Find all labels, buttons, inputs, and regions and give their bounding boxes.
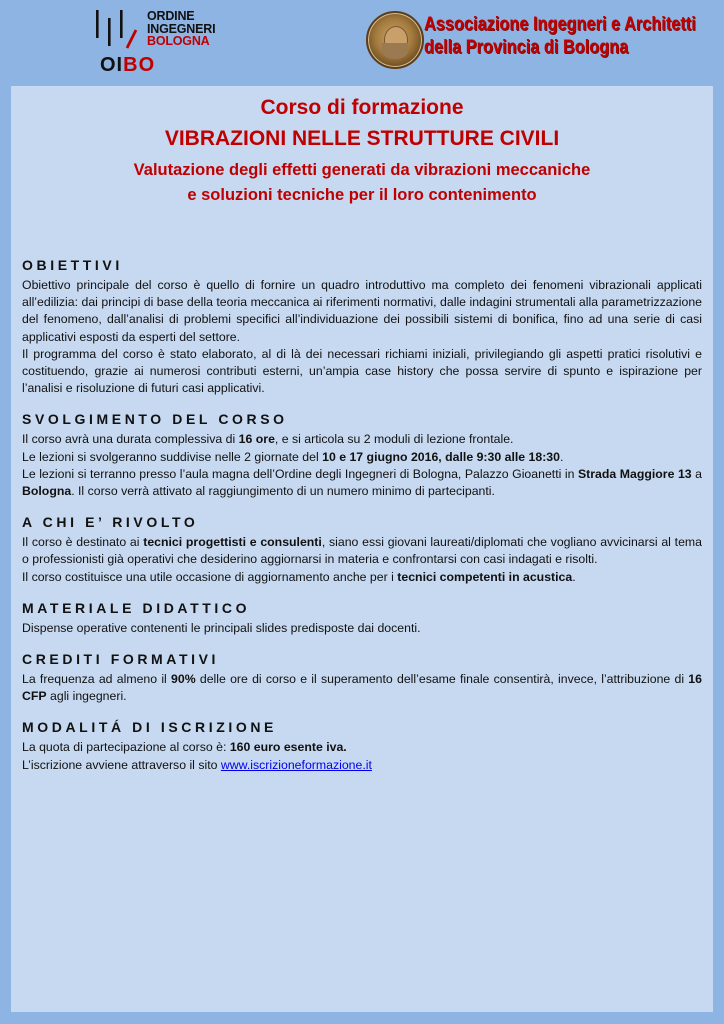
crediti-text-part: agli ingegneri. xyxy=(46,689,127,704)
course-main-title: VIBRAZIONI NELLE STRUTTURE CIVILI xyxy=(164,127,560,150)
svolgimento-line-3 xyxy=(22,466,702,500)
target-audience: tecnici progettisti e consulenti xyxy=(143,535,322,550)
course-dates: 10 e 17 giugno 2016, dalle 9:30 alle 18:30 xyxy=(322,449,560,464)
obiettivi-paragraph-1: Obiettivo principale del corso è quello di fornire un quadro introduttivo ma completo dei fenomeni vibrazionali applicati all’edilizia: dai principi di base della teoria meccanica ai riferimenti normativi, dalle indagini strumentali alla parametrizzazione del fenomeno, dall’analisi di problemi specifici all’individuazione dei possibili sistemi di bonifica, fino ad una serie di casi applicativi esposti da esperti del settore. xyxy=(22,278,702,344)
iscrizione-text: L’iscrizione avviene attraverso il sito xyxy=(22,757,221,772)
course-content xyxy=(22,256,702,787)
section-rivolto xyxy=(22,513,702,586)
section-heading-svolgimento: SVOLGIMENTO DEL CORSO xyxy=(22,411,288,428)
course-subtitle-line-1: Valutazione degli effetti generati da vibrazioni meccaniche xyxy=(133,161,591,179)
ordine-ingegneri-logo xyxy=(94,8,214,76)
obiettivi-paragraph-2: Il programma del corso è stato elaborato, al di là dei necessari richiami iniziali, privilegiando gli aspetti pratici risolutivi e costituendo, grazie ai numerosi contributi esterni, un’ampia case history che possa servire di spunto e ispirazione per l’analisi e risoluzione di futuri casi applicativi. xyxy=(22,346,702,396)
section-svolgimento xyxy=(22,410,702,500)
section-heading-crediti: CREDITI FORMATIVI xyxy=(22,651,220,668)
rivolto-line-1 xyxy=(22,534,702,568)
svolgimento-text: Il corso avrà una durata complessiva di xyxy=(22,432,239,447)
svolgimento-text: , e si articola su 2 moduli di lezione frontale. xyxy=(274,432,514,447)
section-obiettivi xyxy=(22,256,702,397)
course-city: Bologna xyxy=(22,484,72,499)
ordine-logo-text xyxy=(147,10,215,48)
association-name-line-2: della Provincia di Bologna xyxy=(424,37,629,58)
ordine-letters-bo: BO xyxy=(123,54,156,76)
section-heading-rivolto: A CHI E’ RIVOLTO xyxy=(22,514,199,531)
svolgimento-line-1 xyxy=(22,431,702,448)
association-name xyxy=(424,13,696,59)
association-name-line-1: Associazione Ingegneri e Architetti xyxy=(424,14,696,35)
crediti-text-part: La frequenza ad almeno il xyxy=(22,672,172,687)
section-crediti xyxy=(22,650,702,705)
ordine-line-1: ORDINE xyxy=(147,9,195,23)
course-duration: 16 ore xyxy=(238,432,275,447)
iscrizione-text: La quota di partecipazione al corso è: xyxy=(22,740,230,755)
rivolto-text: . xyxy=(572,569,576,584)
crediti-text xyxy=(22,671,702,705)
header xyxy=(0,0,724,86)
crediti-text-part: delle ore di corso e il superamento dell’esame finale consentirà, invece, l’attribuzione di xyxy=(195,672,689,687)
ordine-line-2: INGEGNERI xyxy=(147,21,216,36)
iscrizione-line-2 xyxy=(22,757,702,774)
registration-link[interactable]: www.iscrizioneformazione.it xyxy=(220,757,372,772)
rivolto-line-2 xyxy=(22,569,702,586)
target-audience-acoustics: tecnici competenti in acustica xyxy=(397,569,573,584)
ordine-logo-letters xyxy=(100,54,155,77)
svolgimento-line-2 xyxy=(22,449,702,466)
svolgimento-text: Le lezioni si terranno presso l’aula magna dell’Ordine degli Ingegneri di Bologna, Palazzo Gioanetti in xyxy=(22,466,578,481)
materiale-text: Dispense operative contenenti le principali slides predisposte dai docenti. xyxy=(22,620,421,635)
rivolto-text: , siano essi giovani laureati/diplomati che vogliano avvicinarsi al tema o professionisti già operativi che desiderino aggiornarsi in materia e confrontarsi con casi indagati e risolti. xyxy=(22,535,702,567)
course-fee: 160 euro esente iva. xyxy=(229,740,347,755)
section-heading-iscrizione: MODALITÁ DI ISCRIZIONE xyxy=(22,719,277,736)
svolgimento-text: . xyxy=(559,449,564,464)
section-iscrizione xyxy=(22,718,702,773)
section-heading-materiale: MATERIALE DIDATTICO xyxy=(22,599,251,616)
leonardo-portrait-icon xyxy=(366,11,424,69)
main-panel xyxy=(11,86,713,1012)
section-materiale xyxy=(22,599,702,637)
iscrizione-line-1 xyxy=(22,739,702,756)
rivolto-text: Il corso costituisce una utile occasione di aggiornamento anche per i xyxy=(22,569,398,584)
course-type-title: Corso di formazione xyxy=(260,96,464,119)
ordine-line-3: BOLOGNA xyxy=(147,34,210,48)
section-heading-obiettivi: OBIETTIVI xyxy=(22,257,123,273)
course-subtitle-line-2: e soluzioni tecniche per il loro contenimento xyxy=(187,186,537,204)
attendance-threshold: 90% xyxy=(171,672,196,687)
svolgimento-text: a xyxy=(691,466,702,481)
svolgimento-text: . Il corso verrà attivato al raggiungimento di un numero minimo di partecipanti. xyxy=(71,484,495,499)
cfp-credits: 16 CFP xyxy=(22,672,702,704)
svolgimento-text: Le lezioni si svolgeranno suddivise nelle 2 giornate del xyxy=(22,449,323,464)
course-address: Strada Maggiore 13 xyxy=(577,466,692,481)
ordine-letters-oi: OI xyxy=(100,54,124,76)
rivolto-text: Il corso è destinato ai xyxy=(22,535,144,550)
